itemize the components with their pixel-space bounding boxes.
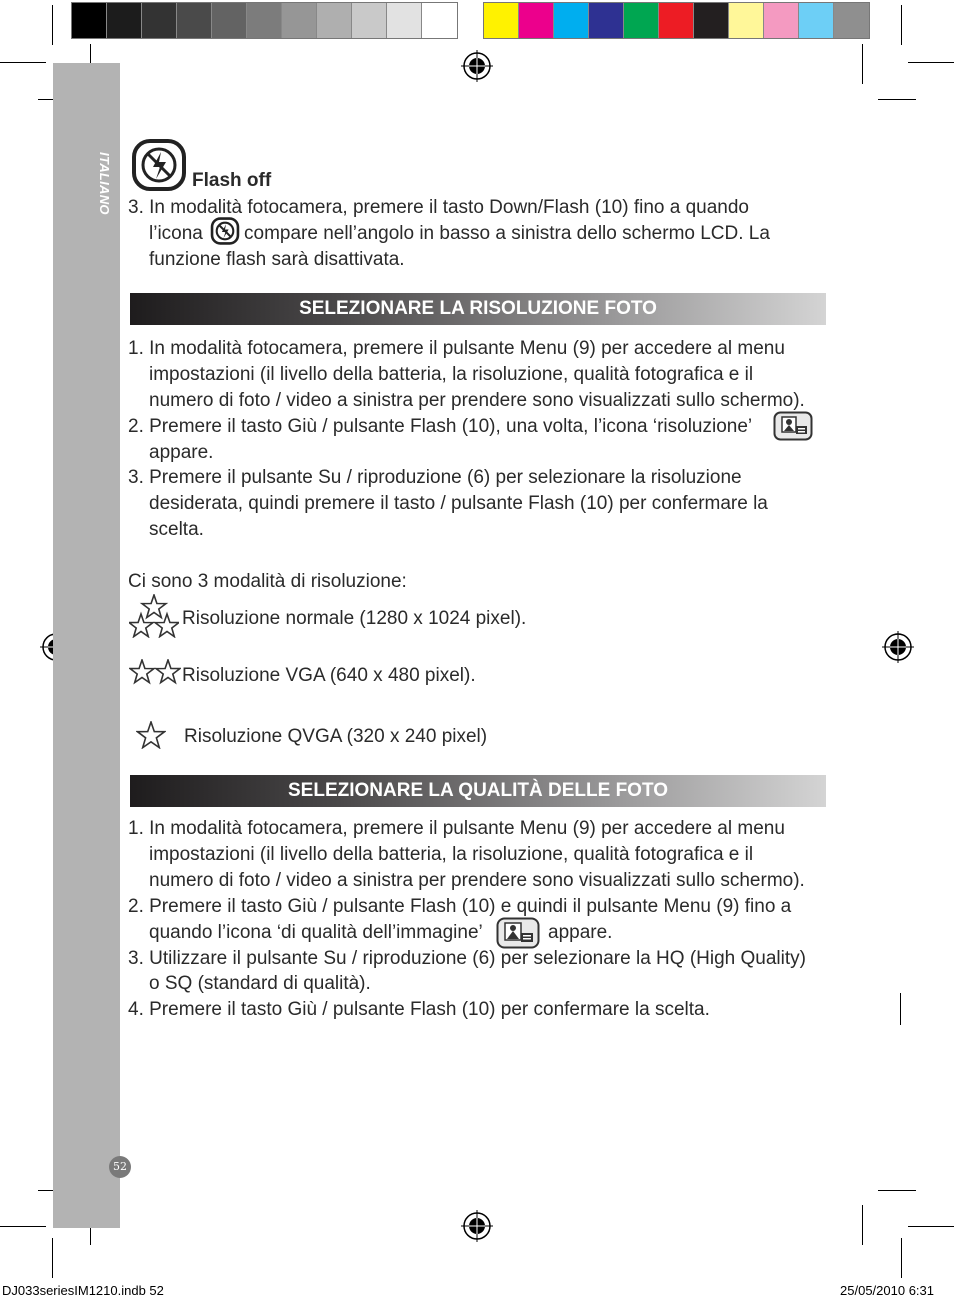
resolution-mode-normal: Risoluzione normale (1280 x 1024 pixel). bbox=[182, 608, 527, 629]
three-stars-icon bbox=[129, 594, 179, 638]
quality-step-1: 1. In modalità fotocamera, premere il pulsante Menu (9) per accedere al menu bbox=[128, 818, 785, 839]
grayscale-swatch bbox=[142, 3, 177, 38]
grayscale-swatch bbox=[247, 3, 282, 38]
grayscale-bar bbox=[71, 2, 458, 39]
resolution-text: appare. bbox=[149, 442, 214, 463]
one-star-icon bbox=[136, 721, 166, 749]
color-swatch bbox=[624, 3, 659, 38]
flash-off-title: Flash off bbox=[192, 170, 272, 191]
resolution-mode-qvga: Risoluzione QVGA (320 x 240 pixel) bbox=[184, 726, 488, 747]
color-swatch bbox=[484, 3, 519, 38]
grayscale-swatch bbox=[212, 3, 247, 38]
color-swatch bbox=[694, 3, 729, 38]
color-swatch bbox=[834, 3, 869, 38]
quality-text: appare. bbox=[548, 922, 613, 943]
footer-date: 25/05/2010 6:31 bbox=[840, 1283, 934, 1298]
color-swatch bbox=[764, 3, 799, 38]
resolution-step-1: 1. In modalità fotocamera, premere il pulsante Menu (9) per accedere al menu bbox=[128, 338, 785, 359]
resolution-text: impostazioni (il livello della batteria, la risoluzione, qualità fotografica e il bbox=[149, 364, 754, 385]
flash-off-step-3: 3. In modalità fotocamera, premere il tasto Down/Flash (10) fino a quando bbox=[128, 197, 749, 218]
grayscale-swatch bbox=[352, 3, 387, 38]
registration-target-icon bbox=[882, 631, 914, 663]
language-label: ITALIANO bbox=[97, 152, 112, 215]
image-quality-icon bbox=[496, 917, 540, 949]
color-bar bbox=[483, 2, 870, 39]
resolution-heading: SELEZIONARE LA RISOLUZIONE FOTO bbox=[130, 293, 826, 325]
resolution-text: numero di foto / video a sinistra per prendere sono visualizzati sullo schermo). bbox=[149, 390, 805, 411]
quality-step-3: 3. Utilizzare il pulsante Su / riproduzione (6) per selezionare la HQ (High Quality) bbox=[128, 948, 806, 969]
quality-step-2: 2. Premere il tasto Giù / pulsante Flash (10) e quindi il pulsante Menu (9) fino a bbox=[128, 896, 792, 917]
flash-off-text: compare nell’angolo in basso a sinistra dello schermo LCD. La bbox=[244, 223, 770, 244]
resolution-step-3: 3. Premere il pulsante Su / riproduzione (6) per selezionare la risoluzione bbox=[128, 467, 742, 488]
footer-file: DJ033seriesIM1210.indb 52 bbox=[2, 1283, 164, 1298]
color-swatch bbox=[519, 3, 554, 38]
resolution-step-2: 2. Premere il tasto Giù / pulsante Flash (10), una volta, l’icona ‘risoluzione’ bbox=[128, 416, 753, 437]
resolution-mode-vga: Risoluzione VGA (640 x 480 pixel). bbox=[182, 665, 476, 686]
color-swatch bbox=[799, 3, 834, 38]
resolution-modes-intro: Ci sono 3 modalità di risoluzione: bbox=[128, 571, 407, 592]
resolution-icon bbox=[773, 411, 813, 441]
page-number: 52 bbox=[109, 1156, 131, 1178]
color-swatch bbox=[729, 3, 764, 38]
grayscale-swatch bbox=[107, 3, 142, 38]
flash-off-text: l’icona bbox=[149, 223, 203, 244]
grayscale-swatch bbox=[387, 3, 422, 38]
flash-off-icon bbox=[131, 138, 187, 192]
quality-text: impostazioni (il livello della batteria, la risoluzione, qualità fotografica e il bbox=[149, 844, 754, 865]
grayscale-swatch bbox=[177, 3, 212, 38]
registration-target-icon bbox=[461, 1210, 493, 1242]
color-swatch bbox=[589, 3, 624, 38]
quality-step-4: 4. Premere il tasto Giù / pulsante Flash (10) per confermare la scelta. bbox=[128, 999, 710, 1020]
grayscale-swatch bbox=[317, 3, 352, 38]
registration-target-icon bbox=[461, 50, 493, 82]
side-strip bbox=[53, 63, 120, 1228]
grayscale-swatch bbox=[282, 3, 317, 38]
grayscale-swatch bbox=[422, 3, 457, 38]
color-swatch bbox=[659, 3, 694, 38]
quality-heading: SELEZIONARE LA QUALITÀ DELLE FOTO bbox=[130, 775, 826, 807]
grayscale-swatch bbox=[72, 3, 107, 38]
color-swatch bbox=[554, 3, 589, 38]
quality-text: numero di foto / video a sinistra per prendere sono visualizzati sullo schermo). bbox=[149, 870, 805, 891]
flash-off-icon bbox=[210, 217, 240, 245]
quality-text: quando l’icona ‘di qualità dell’immagine’ bbox=[149, 922, 483, 943]
language-tab bbox=[98, 152, 118, 232]
quality-text: o SQ (standard di qualità). bbox=[149, 973, 371, 994]
resolution-text: scelta. bbox=[149, 519, 204, 540]
two-stars-icon bbox=[129, 659, 181, 685]
resolution-text: desiderata, quindi premere il tasto / pulsante Flash (10) per confermare la bbox=[149, 493, 768, 514]
flash-off-text: funzione flash sarà disattivata. bbox=[149, 249, 405, 270]
